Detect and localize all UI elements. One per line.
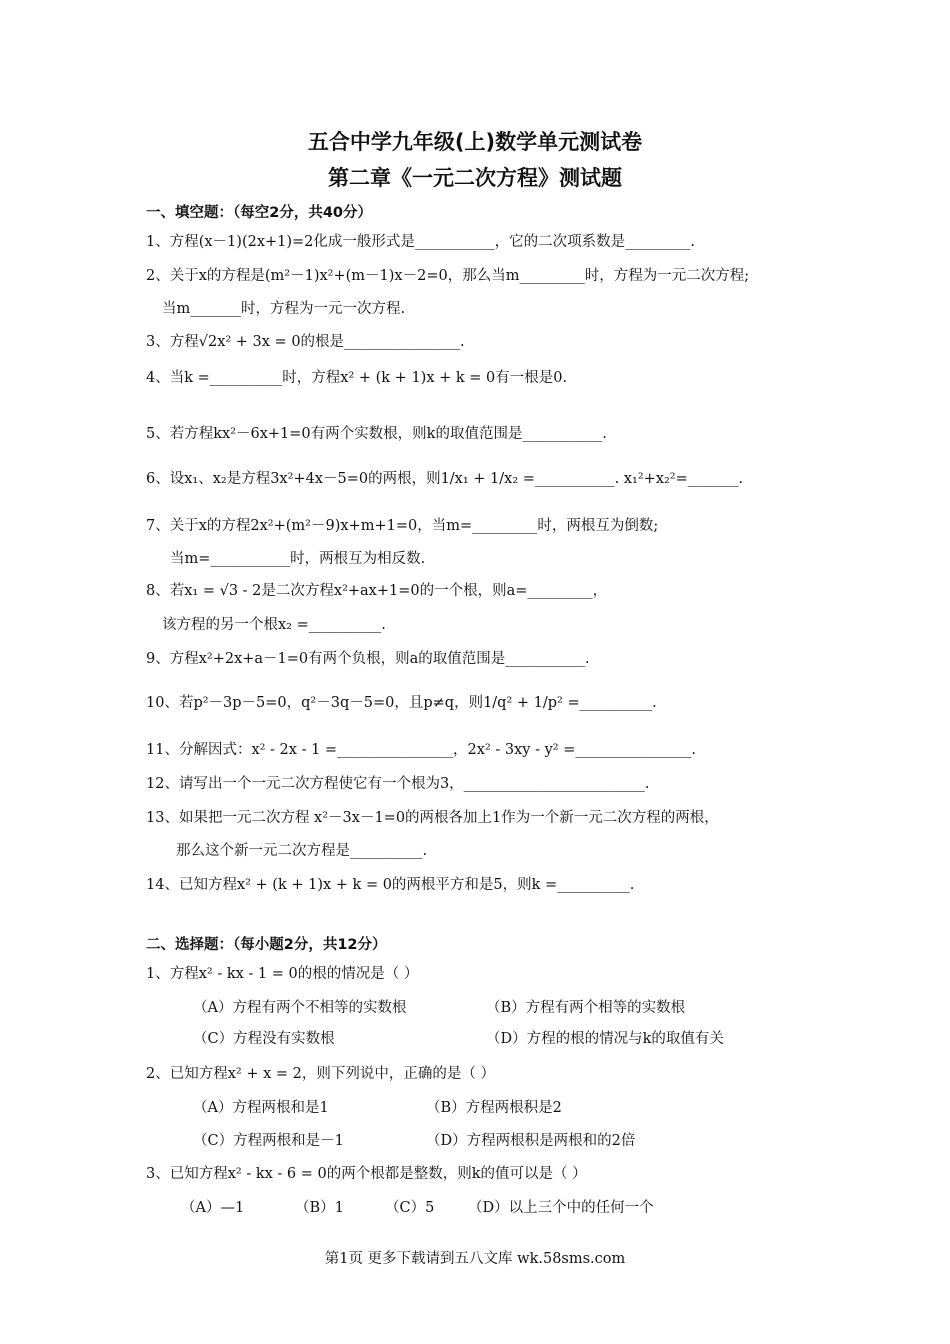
choice-question-3: 3、已知方程x² - kx - 6 = 0的两个根都是整数，则k的值可以是（ ） [146,1166,587,1182]
choice-2-option-c: （C）方程两根和是－1 [193,1133,344,1149]
section-heading-choice: 二、选择题：（每小题2分，共12分） [146,937,387,953]
choice-question-1: 1、方程x² - kx - 1 = 0的根的情况是（ ） [146,966,419,982]
question-2: 2、关于x的方程是(m²－1)x²+(m－1)x－2=0，那么当m_________时，方程为一元二次方程; [146,268,750,284]
question-8-cont: 该方程的另一个根x₂ =__________. [162,617,386,633]
question-11: 11、分解因式：x² - 2x - 1 =________________，2x² - 3xy - y² =________________. [146,742,696,758]
section-heading-fill-in: 一、填空题：（每空2分，共40分） [146,205,373,221]
question-6: 6、设x₁、x₂是方程3x²+4x－5=0的两根，则1/x₁ + 1/x₂ =___________. x₁²+x₂²=_______. [146,471,744,487]
choice-question-2: 2、已知方程x² + x = 2，则下列说中，正确的是（ ） [146,1066,495,1082]
choice-1-option-b: （B）方程有两个相等的实数根 [486,1000,686,1016]
question-3: 3、方程√2x² + 3x = 0的根是________________. [146,334,465,350]
choice-3-option-c: （C）5 [385,1200,435,1216]
question-5: 5、若方程kx²－6x+1=0有两个实数根，则k的取值范围是___________. [146,426,607,442]
choice-3-option-d: （D）以上三个中的任何一个 [468,1200,654,1216]
choice-2-option-d: （D）方程两根积是两根和的2倍 [426,1133,636,1149]
document-title: 五合中学九年级(上)数学单元测试卷 [307,130,643,154]
question-12: 12、请写出一个一元二次方程使它有一个根为3，_________________________. [146,776,650,792]
question-1: 1、方程(x－1)(2x+1)=2化成一般形式是___________，它的二次项系数是_________. [146,234,696,250]
choice-3-option-b: （B）1 [295,1200,344,1216]
question-10: 10、若p²－3p－5=0，q²－3q－5=0，且p≠q，则1/q² + 1/p² =__________. [146,695,657,711]
question-2-cont: 当m_______时，方程为一元一次方程. [162,301,406,317]
choice-1-option-a: （A）方程有两个不相等的实数根 [193,1000,407,1016]
question-7: 7、关于x的方程2x²+(m²－9)x+m+1=0，当m=_________时，两根互为倒数; [146,518,659,534]
choice-2-option-a: （A）方程两根和是1 [193,1100,329,1116]
choice-3-option-a: （A）—1 [181,1200,245,1216]
question-8: 8、若x₁ = √3 - 2是二次方程x²+ax+1=0的一个根，则a=_________， [146,583,608,599]
question-13-cont: 那么这个新一元二次方程是__________. [176,843,428,859]
choice-1-option-c: （C）方程没有实数根 [193,1031,335,1047]
question-7-cont: 当m=___________时，两根互为相反数. [170,551,426,567]
choice-1-option-d: （D）方程的根的情况与k的取值有关 [486,1031,724,1047]
page-footer: 第1页 更多下载请到五八文库 wk.58sms.com [324,1251,626,1267]
question-14: 14、已知方程x² + (k + 1)x + k = 0的两根平方和是5，则k =__________. [146,877,635,893]
question-13: 13、如果把一元二次方程 x²－3x－1=0的两根各加上1作为一个新一元二次方程的两根， [146,810,719,826]
question-4: 4、当k =__________时，方程x² + (k + 1)x + k = 0有一根是0. [146,370,568,386]
question-9: 9、方程x²+2x+a－1=0有两个负根，则a的取值范围是___________. [146,651,590,667]
document-subtitle: 第二章《一元二次方程》测试题 [328,166,622,190]
choice-2-option-b: （B）方程两根积是2 [426,1100,562,1116]
